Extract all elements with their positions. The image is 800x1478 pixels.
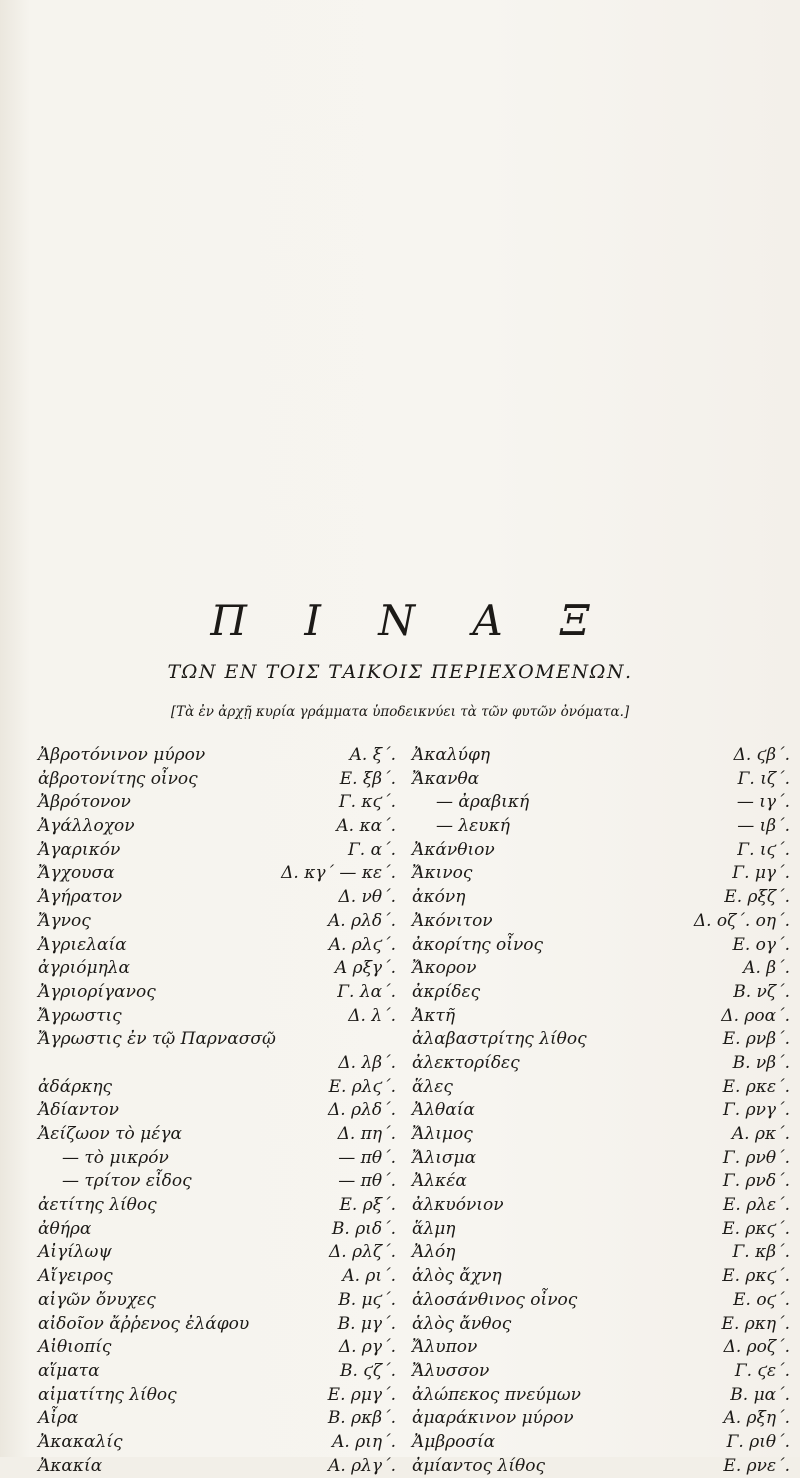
- entry-reference: Α ρξγ΄.: [334, 958, 396, 979]
- entry-term: Ἄκανθα: [412, 768, 480, 789]
- entry-reference: Α. ρκ΄.: [731, 1124, 790, 1144]
- entry-reference: Δ. ργ΄.: [338, 1337, 396, 1358]
- entry-term: ἀθήρα: [38, 1218, 92, 1239]
- entry-reference: Β. ρκβ΄.: [327, 1408, 396, 1429]
- index-entry: [412, 1265, 800, 1289]
- entry-term: Ἀλθαία: [412, 1100, 475, 1121]
- index-entry: [38, 1123, 408, 1147]
- entry-reference: Γ. ιζ΄.: [737, 768, 790, 789]
- entry-reference: Δ. κγ΄ — κε΄.: [281, 863, 396, 884]
- entry-term: Ἀβροτόνινον μύρον: [38, 745, 206, 765]
- entry-term: ἀγριόμηλα: [38, 958, 131, 979]
- entry-term: αἱματίτης λίθος: [38, 1384, 177, 1405]
- index-entry: [38, 1076, 408, 1100]
- entry-term: ἀμίαντος λίθος: [412, 1455, 546, 1476]
- index-entry: [412, 1336, 800, 1360]
- entry-reference: Ε. ρλε΄.: [722, 1195, 790, 1216]
- index-entry: [412, 862, 800, 886]
- index-entry: [38, 744, 408, 768]
- entry-reference: Δ. λ΄.: [348, 1005, 396, 1026]
- index-entry: [38, 934, 408, 958]
- entry-term: — τρίτον εἶδος: [62, 1171, 192, 1192]
- entry-reference: — πθ΄.: [338, 1171, 396, 1192]
- index-entry: [412, 1431, 800, 1455]
- entry-term: Ἀλκέα: [412, 1171, 467, 1192]
- entry-term: ἀκόνη: [412, 887, 466, 908]
- entry-reference: Γ. κϛ΄.: [338, 792, 396, 813]
- index-entry: [38, 1384, 408, 1408]
- entry-term: Ἄκινος: [412, 863, 473, 884]
- entry-term: — ἀραβική: [436, 792, 530, 813]
- index-entry: [412, 744, 800, 768]
- entry-term: αἰγῶν ὄνυχες: [38, 1289, 156, 1310]
- entry-term: Ἀγριορίγανος: [38, 981, 156, 1002]
- index-entry: [38, 1005, 408, 1029]
- index-entry: [38, 957, 408, 981]
- entry-term: ἅλμη: [412, 1218, 456, 1239]
- entry-reference: Δ. λβ΄.: [338, 1052, 396, 1073]
- entry-reference: Α. ριη΄.: [332, 1431, 396, 1452]
- entry-reference: Ε. ξβ΄.: [339, 768, 396, 789]
- entry-term: Ἀκαλύφη: [412, 745, 491, 765]
- index-entry: [412, 1194, 800, 1218]
- index-entry: [412, 957, 800, 981]
- entry-reference: Γ. ρνθ΄.: [722, 1147, 790, 1168]
- entry-term: ἀδάρκης: [38, 1076, 113, 1097]
- index-entry: [412, 1313, 800, 1337]
- page-subtitle: ΤΩΝ ΕΝ ΤΟΙΣ ΤΑΙΚΟΙΣ ΠΕΡΙΕΧΟΜΕΝΩΝ.: [167, 661, 633, 683]
- index-entry: [38, 815, 408, 839]
- index-entry: [38, 1170, 408, 1194]
- index-entry: [38, 862, 408, 886]
- entry-reference: Γ. ϛε΄.: [734, 1360, 790, 1381]
- index-entry: [412, 1099, 800, 1123]
- entry-reference: Α. ρξη΄.: [723, 1408, 790, 1429]
- entry-reference: Β. νβ΄.: [732, 1052, 790, 1073]
- index-entry: [412, 981, 800, 1005]
- entry-term: ἀκορίτης οἶνος: [412, 934, 544, 955]
- index-entry: [412, 1241, 800, 1265]
- entry-reference: Α. ρλδ΄.: [328, 910, 396, 931]
- entry-reference: Β. νζ΄.: [733, 981, 790, 1002]
- entry-term: — λευκή: [436, 816, 510, 837]
- entry-term: Ἀκακία: [38, 1455, 103, 1476]
- index-column-right: [412, 744, 800, 1478]
- entry-term: Ἄγχουσα: [38, 863, 115, 884]
- entry-term: Ἀκτῆ: [412, 1005, 456, 1026]
- index-entry: [412, 1170, 800, 1194]
- entry-term: ἁλοσάνθινος οἶνος: [412, 1289, 578, 1310]
- index-entry: [38, 1313, 408, 1337]
- entry-reference: Α. ρι΄.: [342, 1266, 396, 1287]
- entry-term: Ἀκόνιτον: [412, 910, 493, 931]
- index-entry: [412, 886, 800, 910]
- entry-term: ἀλκυόνιον: [412, 1195, 504, 1216]
- index-entry: [412, 934, 800, 958]
- entry-reference: Β. ριδ΄.: [331, 1218, 396, 1239]
- entry-reference: Γ. ιϛ΄.: [737, 839, 790, 860]
- index-entry: [38, 1265, 408, 1289]
- index-entry: [412, 1218, 800, 1242]
- index-entry: [412, 791, 800, 815]
- entry-term: Ἀκακαλίς: [38, 1431, 123, 1452]
- entry-reference: Β. μϛ΄.: [338, 1289, 396, 1310]
- entry-reference: Ε. ρκη΄.: [721, 1313, 790, 1334]
- entry-reference: Ε. ρκε΄.: [722, 1076, 790, 1097]
- index-entry: [412, 1147, 800, 1171]
- entry-reference: Α. κα΄.: [336, 816, 396, 837]
- index-entry: [412, 1123, 800, 1147]
- entry-term: Ἄγρωστις: [38, 1005, 122, 1026]
- index-entry: [38, 1194, 408, 1218]
- entry-term: Ἄγνος: [38, 910, 91, 931]
- entry-reference: Β. ϛζ΄.: [340, 1360, 396, 1381]
- entry-reference: Ε. ρξ΄.: [339, 1195, 396, 1216]
- entry-reference: — ιγ΄.: [736, 792, 790, 813]
- entry-reference: Δ. ροζ΄.: [723, 1337, 790, 1358]
- entry-reference: Α. ρλγ΄.: [328, 1455, 396, 1476]
- entry-reference: Γ. ρνδ΄.: [722, 1171, 790, 1192]
- index-entry: [412, 1407, 800, 1431]
- index-entry: [38, 1241, 408, 1265]
- entry-reference: Ε. ρξζ΄.: [724, 887, 790, 908]
- entry-term: Ἀκάνθιον: [412, 839, 495, 860]
- entry-reference: Α. ρλϛ΄.: [328, 934, 396, 955]
- index-entry: [412, 815, 800, 839]
- editorial-note: [Τὰ ἐν ἀρχῇ κυρία γράμματα ὑποδεικνύει τὰ τῶν φυτῶν ὀνόματα.]: [170, 704, 630, 720]
- entry-term: Αἴγειρος: [38, 1266, 113, 1287]
- index-entry: [38, 1099, 408, 1123]
- entry-term: Ἄλισμα: [412, 1147, 477, 1168]
- entry-term: αἰδοῖον ἄῤῥενος ἐλάφου: [38, 1313, 250, 1334]
- entry-reference: Δ. ρλζ΄.: [329, 1242, 396, 1263]
- index-column-left: [38, 744, 408, 1478]
- index-entry: [38, 886, 408, 910]
- entry-term: Ἀδίαντον: [38, 1100, 119, 1121]
- entry-reference: Α. ξ΄.: [349, 745, 396, 765]
- entry-term: αἵματα: [38, 1360, 100, 1381]
- entry-reference: Γ. α΄.: [348, 839, 396, 860]
- index-entry: [38, 1336, 408, 1360]
- entry-reference: Γ. μγ΄.: [732, 863, 790, 884]
- entry-term: — τὸ μικρόν: [62, 1147, 169, 1168]
- index-entry: [38, 1147, 408, 1171]
- entry-reference: Ε. ρκϛ΄.: [722, 1218, 790, 1239]
- entry-reference: Ε. ρνε΄.: [723, 1455, 790, 1476]
- entry-reference: Δ. νθ΄.: [338, 887, 396, 908]
- index-entry: [412, 1360, 800, 1384]
- entry-term: ἀλεκτορίδες: [412, 1052, 520, 1073]
- index-entry: [412, 1028, 800, 1052]
- entry-term: Ἄλυπον: [412, 1337, 478, 1358]
- index-entry: [38, 791, 408, 815]
- index-entry: [412, 1455, 800, 1478]
- entry-term: ἀλώπεκος πνεύμων: [412, 1384, 581, 1405]
- entry-term: Ἀμβροσία: [412, 1431, 496, 1452]
- entry-reference: Δ. οζ΄. οη΄.: [693, 910, 790, 931]
- entry-term: Ἀείζωον τὸ μέγα: [38, 1124, 182, 1144]
- index-entry: [38, 981, 408, 1005]
- index-entry: [38, 1455, 408, 1478]
- entry-reference: Δ. ρλδ΄.: [328, 1100, 396, 1121]
- index-entry: [38, 1360, 408, 1384]
- entry-reference: Δ. ϛβ΄.: [733, 745, 790, 765]
- entry-term: Ἄλυσσον: [412, 1360, 490, 1381]
- entry-term: Ἀβρότονον: [38, 792, 131, 813]
- index-entry: [412, 839, 800, 863]
- entry-term: Ἀγαρικόν: [38, 839, 121, 860]
- entry-term: Αἰγίλωψ: [38, 1242, 112, 1263]
- entry-term: Αἶρα: [38, 1408, 79, 1429]
- entry-reference: Β. μα΄.: [730, 1384, 790, 1405]
- entry-reference: Ε. ρκϛ΄.: [722, 1266, 790, 1287]
- index-entry: [412, 1005, 800, 1029]
- entry-reference: Γ. ρνγ΄.: [723, 1100, 790, 1121]
- entry-reference: Δ. ροα΄.: [721, 1005, 790, 1026]
- entry-reference: Δ. πη΄.: [337, 1124, 396, 1144]
- index-entry: [412, 910, 800, 934]
- entry-term: Ἀγήρατον: [38, 887, 123, 908]
- entry-term: Ἀγάλλοχον: [38, 816, 135, 837]
- index-entry: [412, 768, 800, 792]
- index-entry: [38, 910, 408, 934]
- entry-term: Ἀλόη: [412, 1242, 456, 1263]
- entry-reference: — ιβ΄.: [737, 816, 790, 837]
- entry-term: Ἄλιμος: [412, 1124, 473, 1144]
- index-entry: [412, 1289, 800, 1313]
- entry-reference: Ε. ρλϛ΄.: [328, 1076, 396, 1097]
- entry-reference: Γ. λα΄.: [337, 981, 396, 1002]
- index-entry: [412, 1076, 800, 1100]
- entry-reference: Γ. ριθ΄.: [726, 1431, 790, 1452]
- entry-term: ἀετίτης λίθος: [38, 1195, 157, 1216]
- index-entry: [38, 1028, 408, 1052]
- index-entry: [38, 1431, 408, 1455]
- entry-term: ἅλες: [412, 1076, 453, 1097]
- index-entry: [38, 839, 408, 863]
- entry-term: ἀκρίδες: [412, 981, 481, 1002]
- entry-reference: Ε. ογ΄.: [732, 934, 790, 955]
- entry-term: ἁλὸς ἄχνη: [412, 1266, 502, 1287]
- entry-reference: — πθ΄.: [338, 1147, 396, 1168]
- entry-term: ἁλὸς ἄνθος: [412, 1313, 512, 1334]
- index-entry: [38, 1052, 408, 1076]
- entry-reference: Ε. ρνβ΄.: [722, 1029, 790, 1050]
- entry-term: Ἄκορον: [412, 958, 477, 979]
- index-entry: [38, 768, 408, 792]
- index-entry: [412, 1384, 800, 1408]
- index-entry: [38, 1289, 408, 1313]
- entry-reference: Ε. οϛ΄.: [733, 1289, 790, 1310]
- page-title: Π Ι Ν Α Ξ: [210, 596, 612, 645]
- entry-reference: Ε. ρμγ΄.: [327, 1384, 396, 1405]
- index-entry: [38, 1218, 408, 1242]
- entry-reference: Γ. κβ΄.: [732, 1242, 790, 1263]
- index-entry: [412, 1052, 800, 1076]
- entry-term: Ἄγρωστις ἐν τῷ Παρνασσῷ: [38, 1029, 276, 1050]
- entry-term: ἀλαβαστρίτης λίθος: [412, 1029, 587, 1050]
- index-entry: [38, 1407, 408, 1431]
- entry-term: Αἰθιοπίς: [38, 1337, 112, 1358]
- entry-term: ἀβροτονίτης οἶνος: [38, 768, 198, 789]
- entry-reference: Β. μγ΄.: [337, 1313, 396, 1334]
- entry-term: Ἀγριελαία: [38, 934, 127, 955]
- entry-term: ἀμαράκινον μύρον: [412, 1408, 574, 1429]
- entry-reference: Α. β΄.: [743, 958, 790, 979]
